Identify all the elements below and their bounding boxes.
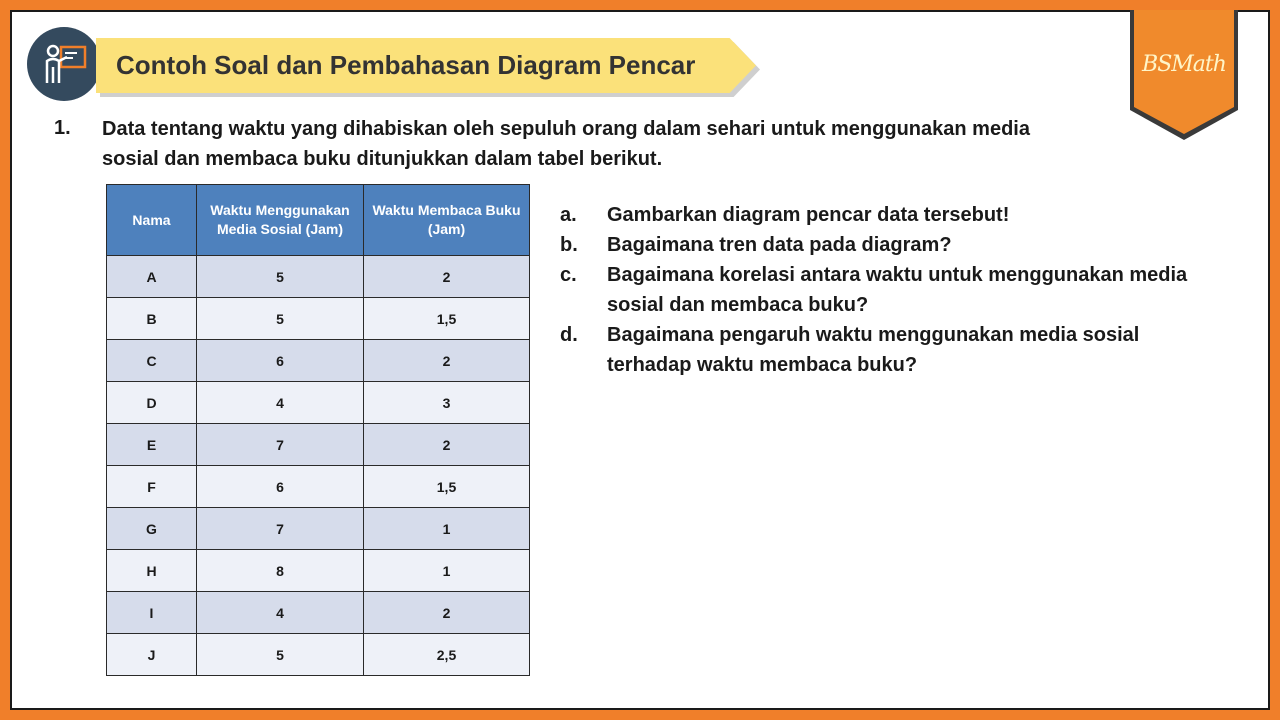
table-cell: G	[107, 508, 197, 550]
table-header-row	[107, 185, 530, 256]
table-cell: I	[107, 592, 197, 634]
table-cell: 4	[197, 592, 364, 634]
column-header: Waktu Menggunakan Media Sosial (Jam)	[197, 185, 364, 256]
table-row	[107, 340, 530, 382]
table-cell: 1	[364, 508, 530, 550]
table-row	[107, 256, 530, 298]
question-item	[560, 200, 1200, 230]
table-row	[107, 508, 530, 550]
data-table	[106, 184, 530, 676]
table-cell: 7	[197, 508, 364, 550]
table-cell: 8	[197, 550, 364, 592]
table-cell: A	[107, 256, 197, 298]
table-row	[107, 634, 530, 676]
column-header: Waktu Membaca Buku (Jam)	[364, 185, 530, 256]
question-list	[560, 200, 1200, 380]
question-text: Bagaimana pengaruh waktu menggunakan media sosial terhadap waktu membaca buku?	[607, 324, 1140, 376]
table-cell: 1,5	[364, 298, 530, 340]
table-cell: 2	[364, 340, 530, 382]
table-row	[107, 550, 530, 592]
table-cell: H	[107, 550, 197, 592]
table-cell: 3	[364, 382, 530, 424]
question-letter: a.	[560, 204, 577, 226]
table-row	[107, 466, 530, 508]
table-cell: 7	[197, 424, 364, 466]
table-cell: 2	[364, 424, 530, 466]
teacher-board-icon	[27, 27, 101, 101]
table-cell: 2,5	[364, 634, 530, 676]
table-cell: 6	[197, 466, 364, 508]
table-cell: 5	[197, 298, 364, 340]
table-cell: D	[107, 382, 197, 424]
question-text: Bagaimana korelasi antara waktu untuk menggunakan media sosial dan membaca buku?	[607, 264, 1188, 316]
page-title: Contoh Soal dan Pembahasan Diagram Pencar	[116, 50, 696, 80]
question-item	[560, 230, 1200, 260]
question-letter: b.	[560, 234, 578, 256]
table-cell: 1	[364, 550, 530, 592]
brand-logo: BSMath	[1142, 52, 1226, 77]
table-cell: B	[107, 298, 197, 340]
table-cell: F	[107, 466, 197, 508]
table-cell: 5	[197, 256, 364, 298]
question-letter: d.	[560, 324, 578, 346]
table-cell: 1,5	[364, 466, 530, 508]
table-cell: 4	[197, 382, 364, 424]
question-item	[560, 260, 1200, 320]
question-letter: c.	[560, 264, 577, 286]
question-item	[560, 320, 1200, 380]
question-text: Gambarkan diagram pencar data tersebut!	[607, 204, 1010, 226]
table-cell: E	[107, 424, 197, 466]
problem-text: Data tentang waktu yang dihabiskan oleh sepuluh orang dalam sehari untuk menggunakan media sosial dan membaca buku ditunjukkan dalam tabel berikut.	[102, 118, 1030, 170]
table-row	[107, 592, 530, 634]
table-row	[107, 382, 530, 424]
table-cell: 5	[197, 634, 364, 676]
table-cell: 6	[197, 340, 364, 382]
table-cell: 2	[364, 256, 530, 298]
problem-number: 1.	[54, 117, 71, 139]
table-row	[107, 298, 530, 340]
table-cell: C	[107, 340, 197, 382]
table-row	[107, 424, 530, 466]
question-text: Bagaimana tren data pada diagram?	[607, 234, 952, 256]
table-cell: J	[107, 634, 197, 676]
table-cell: 2	[364, 592, 530, 634]
column-header: Nama	[107, 185, 197, 256]
